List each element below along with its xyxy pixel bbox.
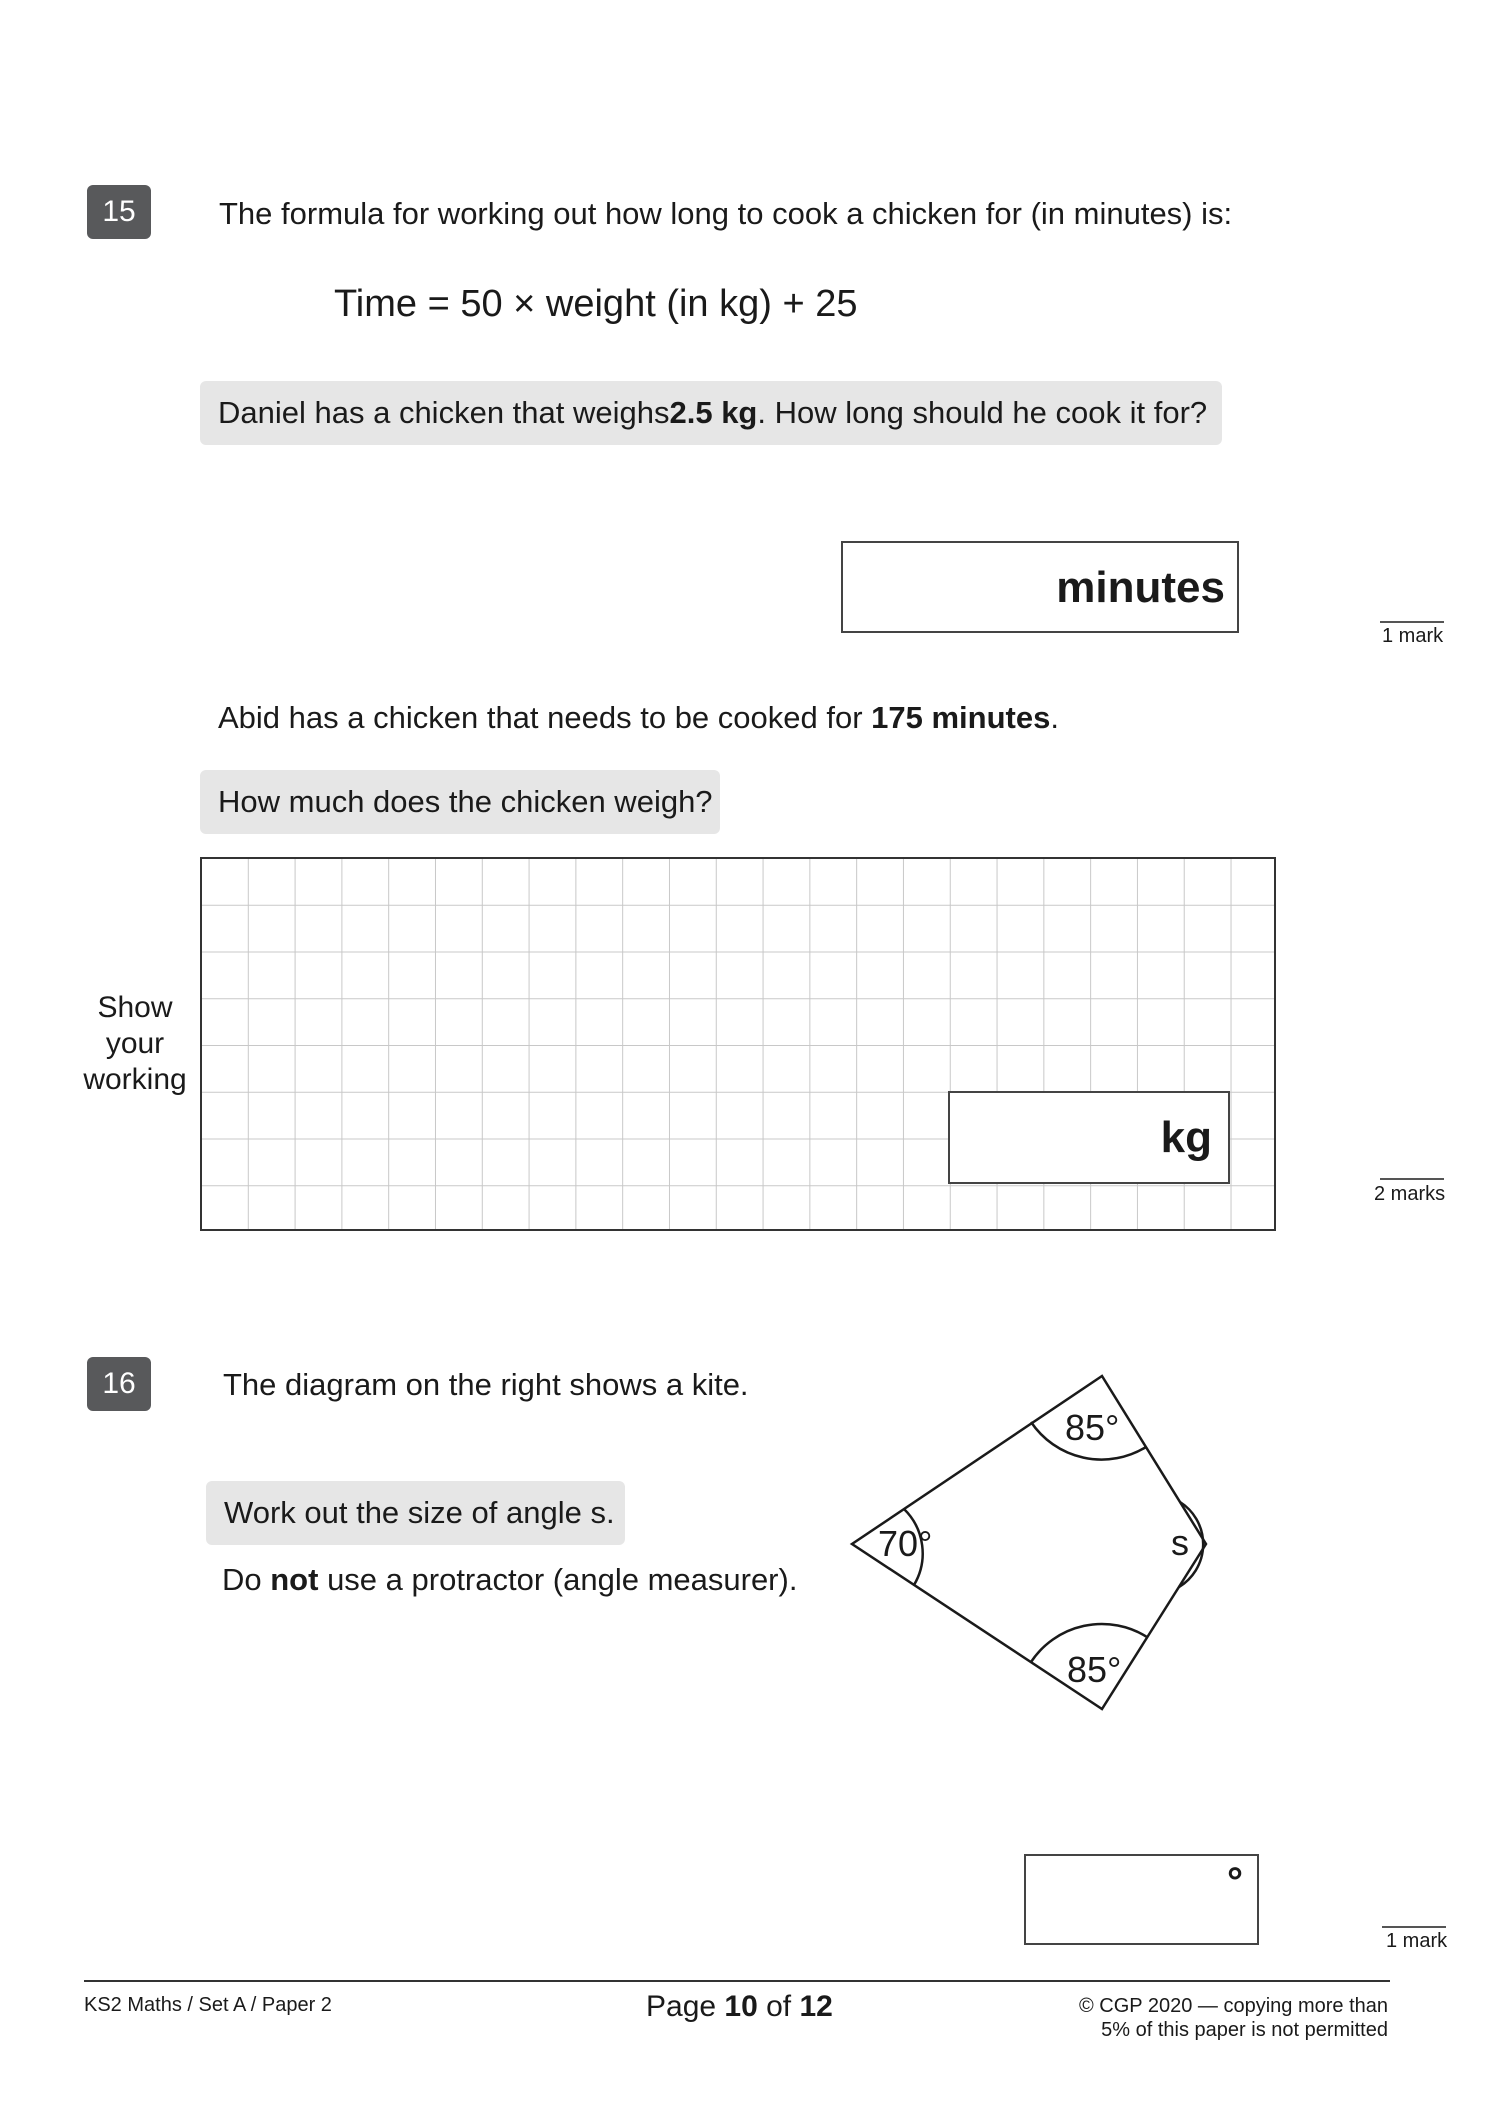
footer-page-mid: of [757, 1990, 800, 2023]
q15a-answer-box[interactable] [841, 541, 1239, 633]
q15b-prompt: How much does the chicken weigh? [200, 770, 720, 834]
footer-page-pre: Page [646, 1990, 725, 2023]
q15a-prompt [200, 381, 1222, 445]
angle-label-top: 85° [1065, 1407, 1120, 1448]
q15b-unit: kg [1160, 1113, 1212, 1162]
working-label-line-3: working [83, 1063, 187, 1096]
q15-intro: The formula for working out how long to cook a chicken for (in minutes) is: [219, 196, 1233, 231]
q16-note-bold: not [270, 1562, 319, 1597]
q15a-prompt-post: . How long should he cook it for? [757, 395, 1208, 430]
footer-page-total: 12 [799, 1990, 833, 2023]
q15a-unit: minutes [1056, 563, 1225, 612]
working-label [70, 990, 200, 1098]
question-number-16: 16 [87, 1357, 151, 1411]
footer-page-number [646, 1990, 833, 2024]
q15b-lead-pre: Abid has a chicken that needs to be cooked for [218, 700, 872, 735]
footer-page-current: 10 [724, 1990, 758, 2023]
q16-mark-line [1382, 1926, 1446, 1928]
angle-label-bottom: 85° [1067, 1649, 1122, 1690]
q16-prompt: Work out the size of angle s. [206, 1481, 625, 1545]
q16-marks: 1 mark [1386, 1930, 1448, 1952]
working-label-line-2: your [105, 1027, 165, 1060]
q15a-prompt-pre: Daniel has a chicken that weighs [218, 395, 670, 430]
q15a-prompt-bold: 2.5 kg [669, 395, 758, 430]
angle-label-right: s [1171, 1522, 1189, 1563]
q16-unit: ° [1227, 1860, 1243, 1904]
q15b-marks: 2 marks [1374, 1183, 1446, 1205]
question-number-15: 15 [87, 185, 151, 239]
q15a-mark-line [1380, 621, 1444, 623]
q16-answer-box[interactable] [1024, 1854, 1259, 1945]
q16-note [222, 1561, 797, 1598]
q15b-lead [218, 699, 1059, 736]
footer-left: KS2 Maths / Set A / Paper 2 [84, 1994, 332, 2016]
footer-rule [84, 1980, 1390, 1982]
working-label-line-1: Show [97, 991, 173, 1024]
q15-formula: Time = 50 × weight (in kg) + 25 [334, 283, 858, 325]
q15b-lead-post: . [1050, 700, 1059, 735]
q15b-answer-box[interactable] [948, 1091, 1230, 1184]
footer-copyright-line-1: © CGP 2020 — copying more than [1079, 1995, 1388, 2017]
angle-label-left: 70° [878, 1523, 933, 1564]
kite-diagram [830, 1360, 1220, 1730]
footer-copyright-line-2: 5% of this paper is not permitted [1101, 2019, 1388, 2041]
q15b-mark-line [1380, 1178, 1444, 1180]
q15a-marks: 1 mark [1382, 625, 1444, 647]
footer-copyright [1079, 1994, 1388, 2042]
q16-intro: The diagram on the right shows a kite. [223, 1367, 749, 1402]
q15b-lead-bold: 175 minutes [871, 700, 1051, 735]
q16-note-post: use a protractor (angle measurer). [318, 1562, 798, 1597]
q16-note-pre: Do [222, 1562, 271, 1597]
